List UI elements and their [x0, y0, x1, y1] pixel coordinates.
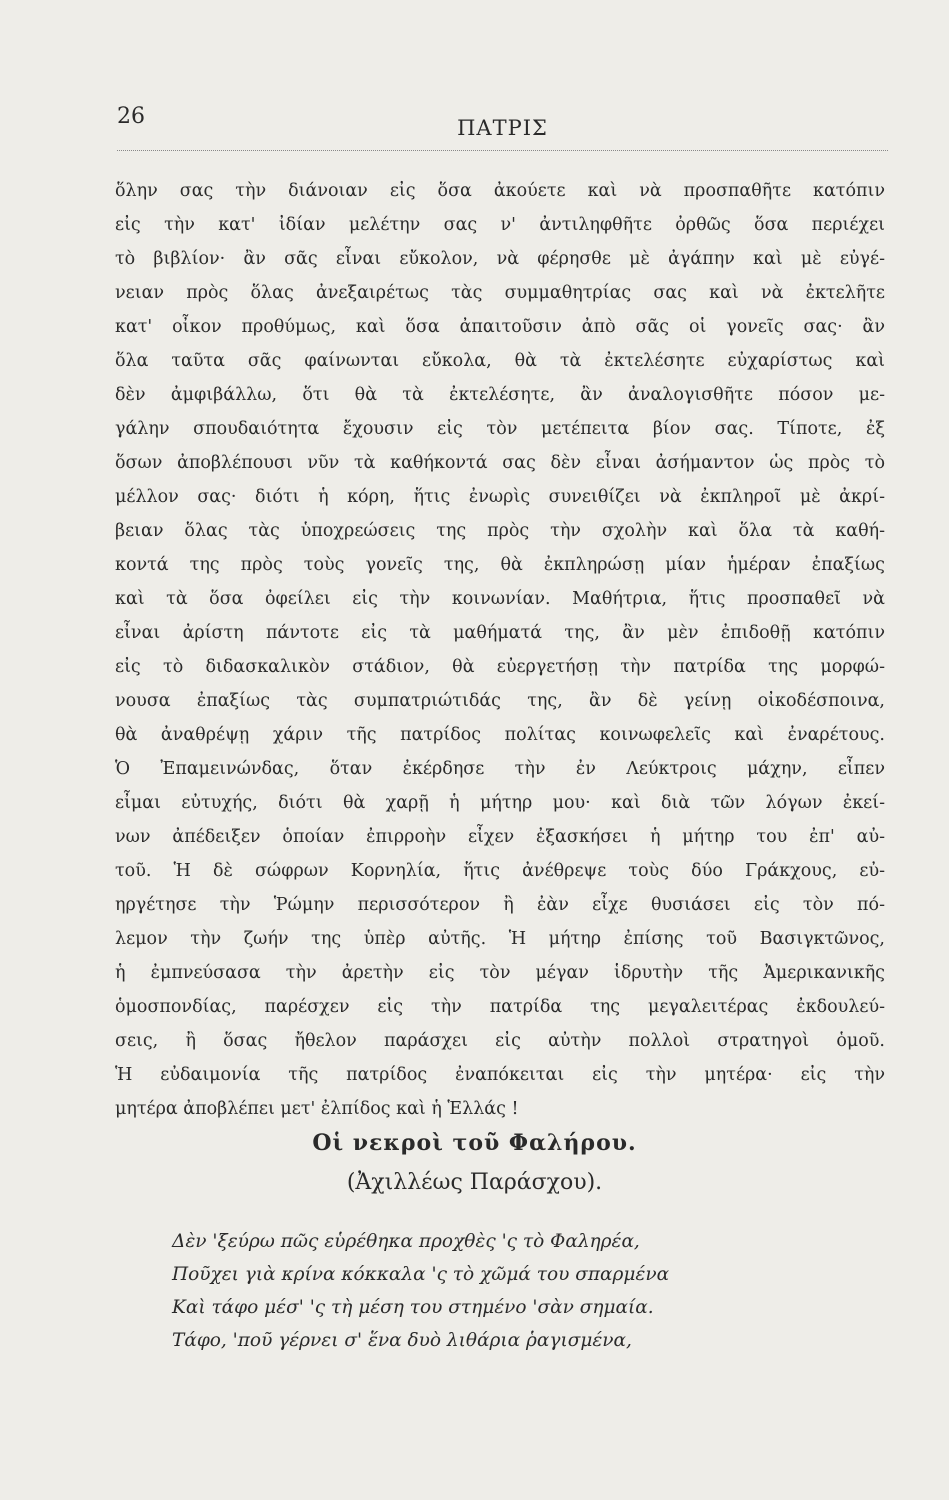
page-header: [117, 104, 888, 151]
body-line: ὅλα ταῦτα σᾶς φαίνωνται εὔκολα, θὰ τὰ ἐκτελέσητε εὐχαρίστως καὶ: [115, 351, 885, 371]
body-line: τὸ βιβλίον· ἂν σᾶς εἶναι εὔκολον, νὰ φέρησθε μὲ ἀγάπην καὶ μὲ εὐγέ-: [115, 249, 885, 269]
body-line: μέλλον σας· διότι ἡ κόρη, ἥτις ἐνωρὶς συνειθίζει νὰ ἐκπληροῖ μὲ ἀκρί-: [115, 487, 885, 507]
body-line: ηργέτησε τὴν Ῥώμην περισσότερον ἢ ἐὰν εἶχε θυσιάσει εἰς τὸν πό-: [115, 895, 885, 915]
body-line: εἰς τὸ διδασκαλικὸν στάδιον, θὰ εὐεργετήσῃ τὴν πατρίδα της μορφώ-: [115, 657, 885, 677]
body-line: ὅλην σας τὴν διάνοιαν εἰς ὅσα ἀκούετε καὶ νὰ προσπαθῆτε κατόπιν: [115, 181, 885, 201]
poem-verses: [172, 1225, 772, 1357]
body-line: καὶ τὰ ὅσα ὀφείλει εἰς τὴν κοινωνίαν. Μαθήτρια, ἥτις προσπαθεῖ νὰ: [115, 589, 885, 609]
poem-line: Δὲν 'ξεύρω πῶς εὑρέθηκα προχθὲς 'ς τὸ Φαληρέα,: [172, 1231, 640, 1252]
body-line: νειαν πρὸς ὅλας ἀνεξαιρέτως τὰς συμμαθητρίας σας καὶ νὰ ἐκτελῆτε: [115, 283, 885, 303]
body-line: θὰ ἀναθρέψῃ χάριν τῆς πατρίδος πολίτας κοινωφελεῖς καὶ ἐναρέτους.: [115, 725, 885, 745]
body-line: σεις, ἢ ὅσας ἤθελον παράσχει εἰς αὐτὴν πολλοὶ στρατηγοὶ ὁμοῦ.: [115, 1031, 885, 1051]
body-line: εἶμαι εὐτυχής, διότι θὰ χαρῇ ἡ μήτηρ μου· καὶ διὰ τῶν λόγων ἐκεί-: [115, 793, 885, 813]
body-line: νουσα ἐπαξίως τὰς συμπατριώτιδάς της, ἂν δὲ γείνῃ οἰκοδέσποινα,: [115, 691, 885, 711]
body-line: κατ' οἶκον προθύμως, καὶ ὅσα ἀπαιτοῦσιν ἀπὸ σᾶς οἱ γονεῖς σας· ἂν: [115, 317, 885, 337]
page-number: 26: [117, 104, 145, 129]
body-line: γάλην σπουδαιότητα ἔχουσιν εἰς τὸν μετέπειτα βίον σας. Τίποτε, ἐξ: [115, 419, 885, 439]
body-line: ὁμοσπονδίας, παρέσχεν εἰς τὴν πατρίδα της μεγαλειτέρας ἐκδουλεύ-: [115, 997, 885, 1017]
poem-title: Οἱ νεκροὶ τοῦ Φαλήρου.: [312, 1130, 637, 1156]
body-line: ἡ ἐμπνεύσασα τὴν ἀρετὴν εἰς τὸν μέγαν ἱδρυτὴν τῆς Ἀμερικανικῆς: [115, 963, 885, 983]
poem-line: Καὶ τάφο μέσ' 'ς τὴ μέση του στημένο 'σὰν σημαία.: [172, 1297, 654, 1318]
body-line: βειαν ὅλας τὰς ὑποχρεώσεις της πρὸς τὴν σχολὴν καὶ ὅλα τὰ καθή-: [115, 521, 885, 541]
poem-line: Τάφο, 'ποῦ γέρνει σ' ἕνα δυὸ λιθάρια ῥαγισμένα,: [172, 1330, 632, 1351]
body-line: εἶναι ἀρίστη πάντοτε εἰς τὰ μαθήματά της, ἂν μὲν ἐπιδοθῇ κατόπιν: [115, 623, 885, 643]
body-line: νων ἀπέδειξεν ὁποίαν ἐπιρροὴν εἶχεν ἐξασκήσει ἡ μήτηρ του ἐπ' αὐ-: [115, 827, 885, 847]
running-head-title: ΠΑΤΡΙΣ: [457, 116, 548, 140]
body-line: δὲν ἀμφιβάλλω, ὅτι θὰ τὰ ἐκτελέσητε, ἂν ἀναλογισθῆτε πόσον με-: [115, 385, 885, 405]
body-line: εἰς τὴν κατ' ἰδίαν μελέτην σας ν' ἀντιληφθῆτε ὀρθῶς ὅσα περιέχει: [115, 215, 885, 235]
poem-author: (Ἀχιλλέως Παράσχου).: [346, 1170, 603, 1195]
body-line: τοῦ. Ἡ δὲ σώφρων Κορνηλία, ἥτις ἀνέθρεψε τοὺς δύο Γράκχους, εὐ-: [115, 861, 885, 881]
body-text: [115, 174, 885, 1126]
body-line: Ὁ Ἐπαμεινώνδας, ὅταν ἐκέρδησε τὴν ἐν Λεύκτροις μάχην, εἶπεν: [115, 759, 885, 779]
body-line: λεμον τὴν ζωήν της ὑπὲρ αὐτῆς. Ἡ μήτηρ ἐπίσης τοῦ Βασιγκτῶνος,: [115, 929, 885, 949]
body-line: Ἡ εὐδαιμονία τῆς πατρίδος ἐναπόκειται εἰς τὴν μητέρα· εἰς τὴν: [115, 1065, 885, 1085]
body-line: ὅσων ἀποβλέπουσι νῦν τὰ καθήκοντά σας δὲν εἶναι ἀσήμαντον ὡς πρὸς τὸ: [115, 453, 885, 473]
body-line: κοντά της πρὸς τοὺς γονεῖς της, θὰ ἐκπληρώσῃ μίαν ἡμέραν ἐπαξίως: [115, 555, 885, 575]
body-line: μητέρα ἀποβλέπει μετ' ἐλπίδος καὶ ἡ Ἑλλάς !: [115, 1099, 519, 1119]
poem-line: Ποῦχει γιὰ κρίνα κόκκαλα 'ς τὸ χῶμά του σπαρμένα: [172, 1264, 670, 1285]
